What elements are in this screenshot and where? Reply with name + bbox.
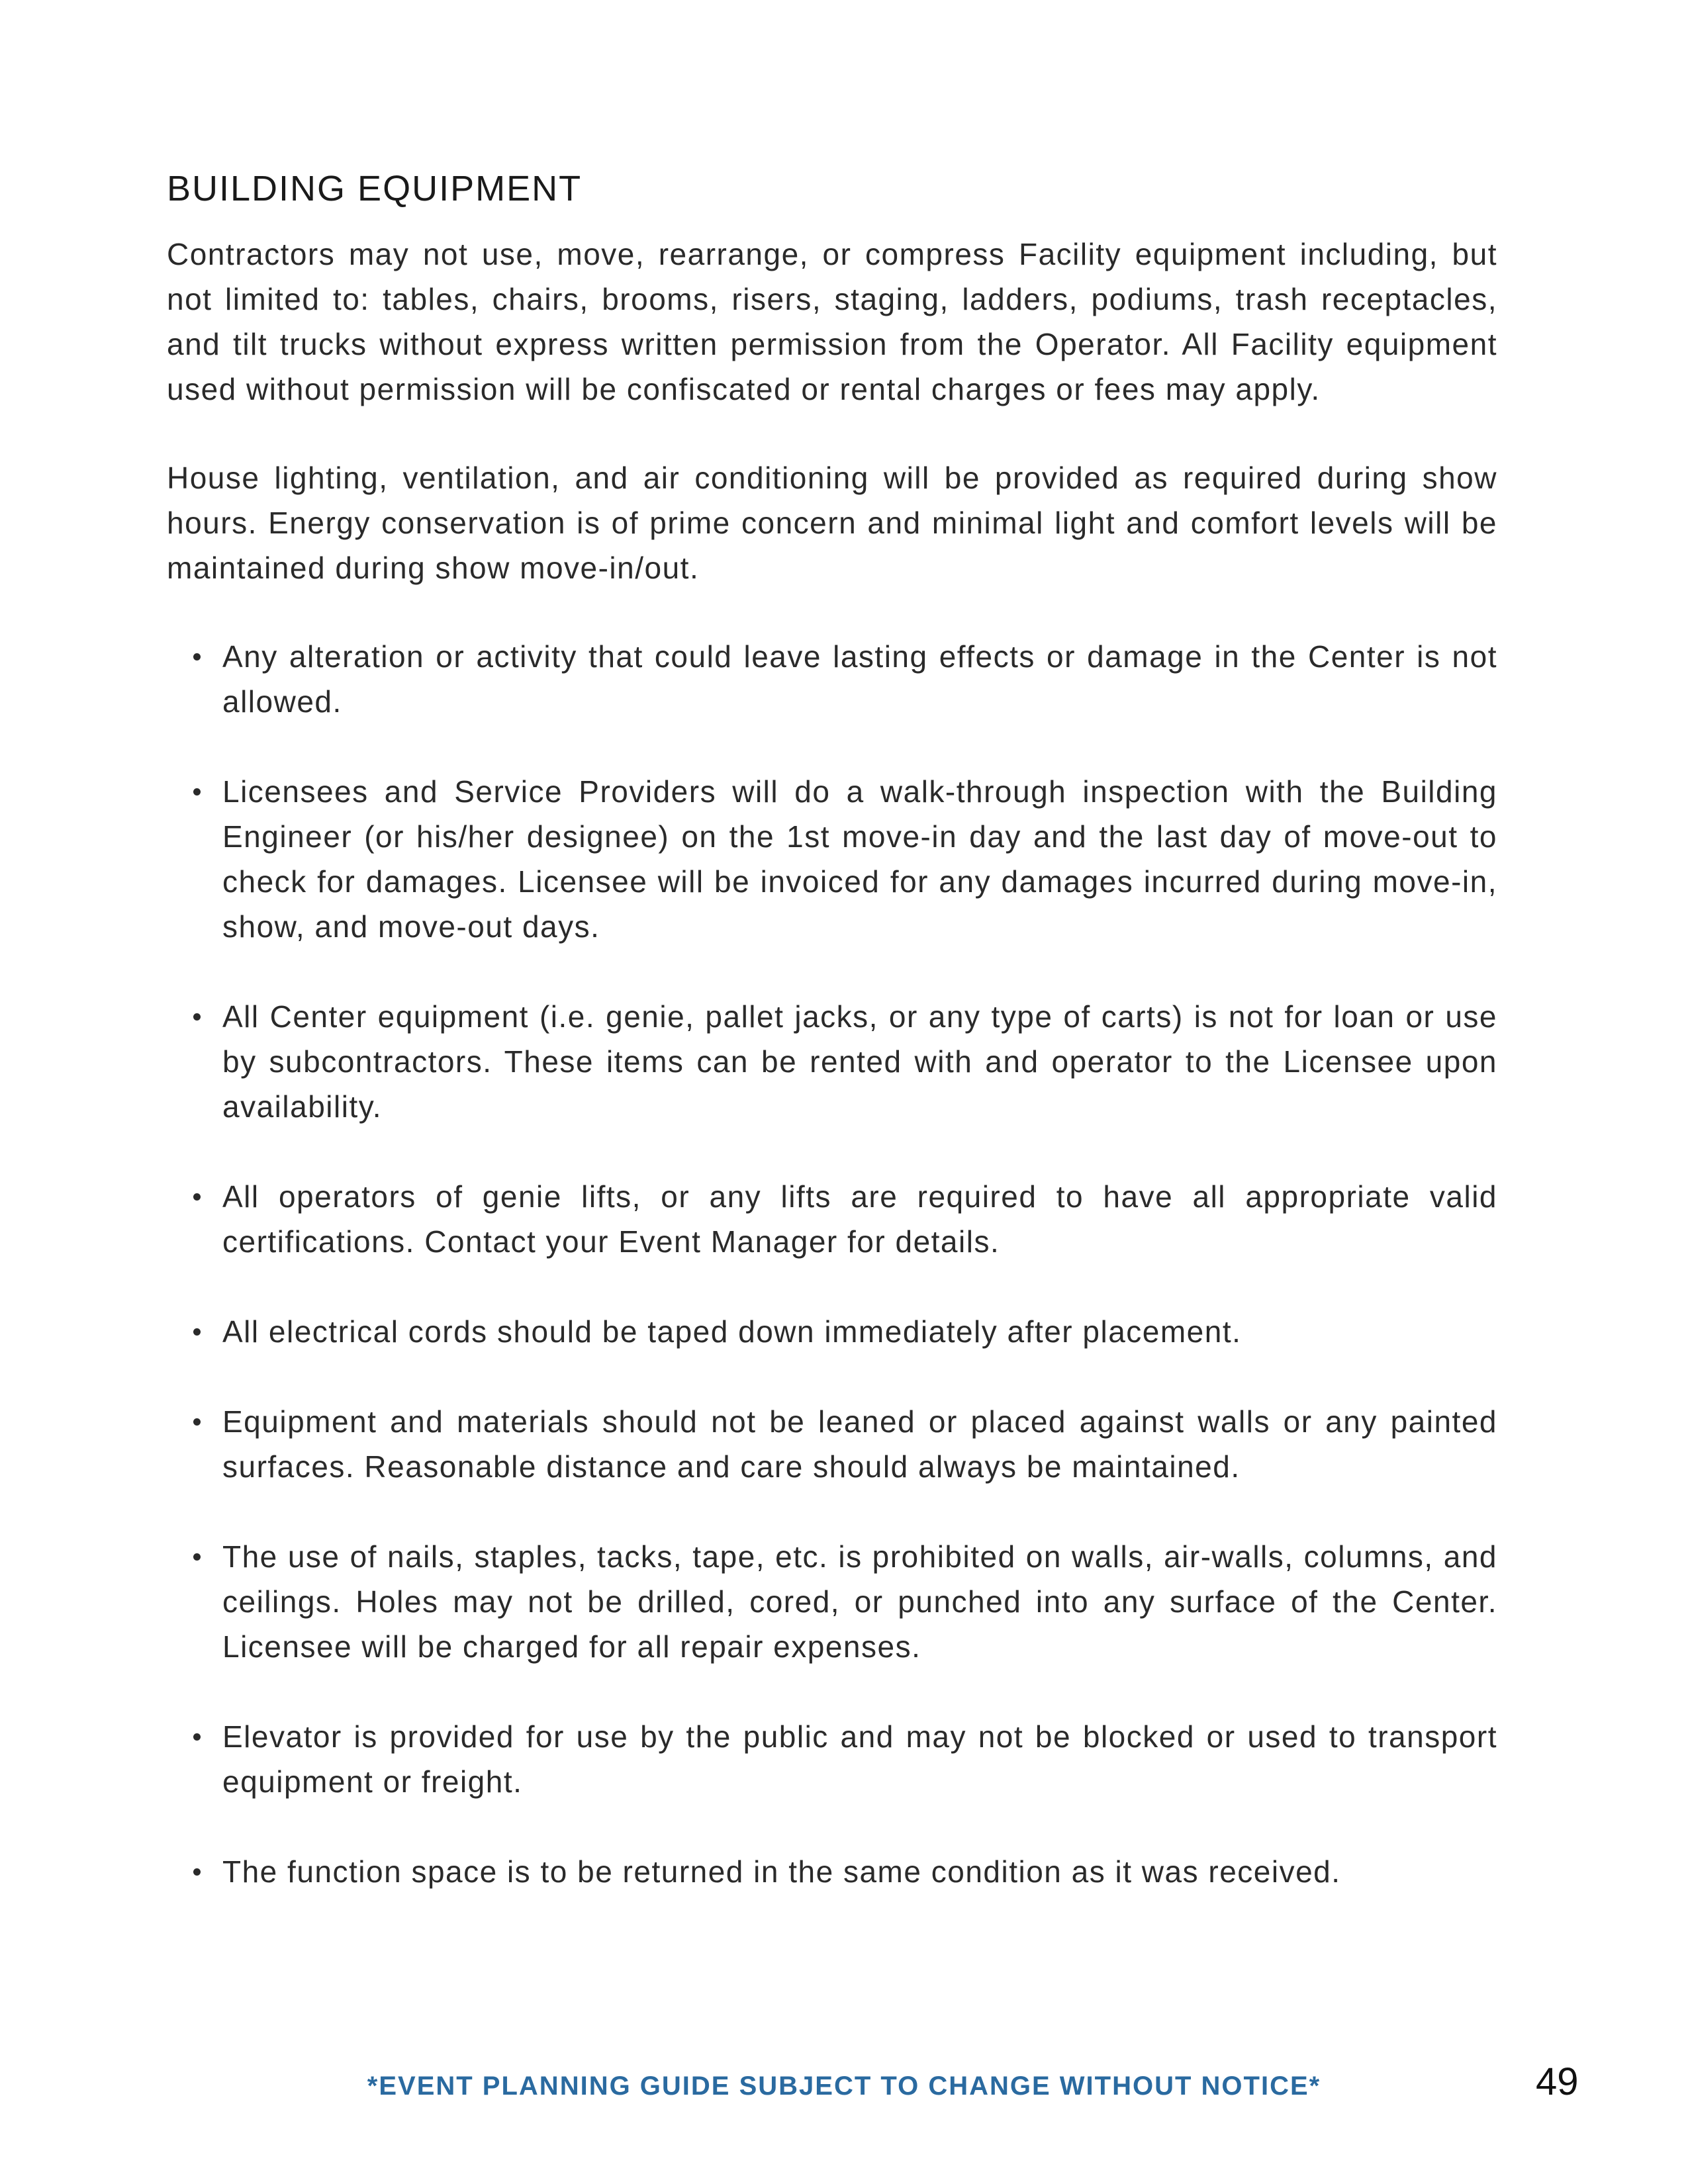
main-content bbox=[167, 165, 1497, 1894]
list-item-text: The function space is to be returned in the same condition as it was received. bbox=[222, 1854, 1341, 1889]
list-item-text: Equipment and materials should not be leaned or placed against walls or any painted surfaces. Reasonable distance and care should always be maintained. bbox=[222, 1404, 1497, 1484]
bullet-icon bbox=[193, 1553, 201, 1561]
rules-list bbox=[167, 634, 1497, 1894]
bullet-icon bbox=[193, 1328, 201, 1336]
bullet-icon bbox=[193, 653, 201, 660]
list-item bbox=[167, 1714, 1497, 1804]
list-item-text: All Center equipment (i.e. genie, pallet jacks, or any type of carts) is not for loan or use by subcontractors. These items can be rented with and operator to the Licensee upon availability. bbox=[222, 999, 1497, 1124]
paragraph-house-lighting: House lighting, ventilation, and air conditioning will be provided as required during show hours. Energy conservation is of prime concern and minimal light and comfort levels will be maintained during show move-in/out. bbox=[167, 461, 1497, 585]
bullet-icon bbox=[193, 788, 201, 796]
list-item bbox=[167, 1309, 1497, 1354]
bullet-icon bbox=[193, 1868, 201, 1876]
list-item-text: The use of nails, staples, tacks, tape, etc. is prohibited on walls, air-walls, columns, and ceilings. Holes may not be drilled, cored, or punched into any surface of the Center. Licensee will be charged for all repair expenses. bbox=[222, 1539, 1497, 1664]
list-item-text: All operators of genie lifts, or any lifts are required to have all appropriate valid certifications. Contact your Event Manager for details. bbox=[222, 1179, 1497, 1259]
list-item-text: Any alteration or activity that could leave lasting effects or damage in the Center is not allowed. bbox=[222, 639, 1497, 719]
footer-disclaimer: *EVENT PLANNING GUIDE SUBJECT TO CHANGE WITHOUT NOTICE* bbox=[367, 2071, 1321, 2101]
list-item bbox=[167, 1849, 1497, 1894]
list-item bbox=[167, 1174, 1497, 1264]
list-item bbox=[167, 769, 1497, 949]
list-item-text: Elevator is provided for use by the public and may not be blocked or used to transport equipment or freight. bbox=[222, 1719, 1497, 1799]
bullet-icon bbox=[193, 1193, 201, 1201]
bullet-icon bbox=[193, 1733, 201, 1741]
bullet-icon bbox=[193, 1418, 201, 1426]
list-item bbox=[167, 994, 1497, 1129]
list-item-text: Licensees and Service Providers will do a walk-through inspection with the Building Engineer (or his/her designee) on the 1st move-in day and the last day of move-out to check for damages. Licensee will be invoiced for any damages incurred during move-in, show, and move-out days. bbox=[222, 774, 1497, 944]
list-item bbox=[167, 1399, 1497, 1489]
page-number: 49 bbox=[1536, 2060, 1579, 2103]
bullet-icon bbox=[193, 1013, 201, 1021]
paragraph-equipment-use: Contractors may not use, move, rearrange, or compress Facility equipment including, but not limited to: tables, chairs, brooms, risers, staging, ladders, podiums, trash receptacles, and tilt trucks without express written permission from the Operator. All Facility equipment used without permission will be confiscated or rental charges or fees may apply. bbox=[167, 237, 1497, 406]
list-item-text: All electrical cords should be taped down immediately after placement. bbox=[222, 1314, 1242, 1349]
section-title: BUILDING EQUIPMENT bbox=[167, 169, 583, 208]
list-item bbox=[167, 634, 1497, 724]
list-item bbox=[167, 1534, 1497, 1669]
